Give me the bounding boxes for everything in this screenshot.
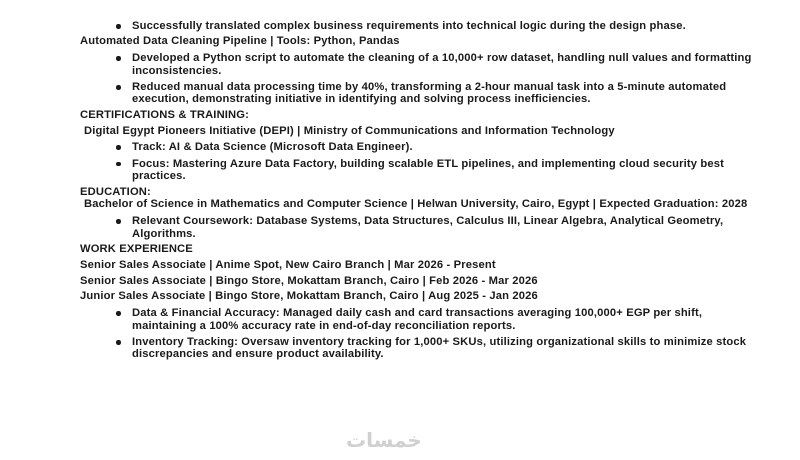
bullet-item [80,307,752,332]
education-degree: Bachelor of Science in Mathematics and Computer Science | Helwan University, Cairo, Egypt | Expected Graduation: 2028 [84,198,748,211]
bullet-icon [116,85,121,90]
project-title: Automated Data Cleaning Pipeline | Tools: Python, Pandas [80,35,400,48]
bullet-icon [116,145,121,150]
certification-program: Digital Egypt Pioneers Initiative (DEPI) | Ministry of Communications and Information Technology [84,124,615,137]
bullet-icon [116,162,121,167]
bullet-text: Inventory Tracking: Oversaw inventory tracking for 1,000+ SKUs, utilizing organizational skills to minimize stock discrepancies and ensure product availability. [132,336,747,361]
job-title: Senior Sales Associate | Anime Spot, New Cairo Branch | Mar 2026 - Present [80,258,496,271]
certifications-heading: CERTIFICATIONS & TRAINING: [80,108,250,121]
bullet-item [80,141,752,153]
bullet-icon [116,219,121,224]
job-title: Senior Sales Associate | Bingo Store, Mokattam Branch, Cairo | Feb 2026 - Mar 2026 [80,274,538,287]
bullet-text: Track: AI & Data Science (Microsoft Data Engineer). [132,141,413,154]
bullet-icon [116,340,121,345]
resume-page [80,20,752,361]
bullet-text: Data & Financial Accuracy: Managed daily cash and card transactions averaging 100,000+ EGP per shift, maintaining a 100% accuracy rate in end-of-day reconciliation reports. [132,307,703,332]
bullet-item [80,215,752,240]
job-title: Junior Sales Associate | Bingo Store, Mokattam Branch, Cairo | Aug 2025 - Jan 2026 [80,290,538,303]
bullet-item [80,158,752,183]
bullet-item [80,336,752,361]
bullet-text: Relevant Coursework: Database Systems, Data Structures, Calculus III, Linear Algebra, Analytical Geometry, Algorithms. [132,215,724,240]
bullet-text: Developed a Python script to automate the cleaning of a 10,000+ row dataset, handling null values and formatting inconsistencies. [132,52,752,77]
bullet-text: Successfully translated complex business requirements into technical logic during the design phase. [132,20,686,32]
work-heading: WORK EXPERIENCE [80,243,193,256]
bullet-item [80,20,752,32]
bullet-item [80,81,752,106]
bullet-icon [116,56,121,61]
bullet-text: Focus: Mastering Azure Data Factory, building scalable ETL pipelines, and implementing cloud security best practices. [132,157,724,183]
bullet-text: Reduced manual data processing time by 40%, transforming a 2-hour manual task into a 5-minute automated execution, demonstrating initiative in identifying and solving process inefficiencies. [132,81,727,106]
bullet-icon [116,24,121,29]
bullet-icon [116,311,121,316]
watermark-logo: خمسات [346,430,422,452]
education-heading: EDUCATION: [80,185,151,198]
bullet-item [80,52,752,77]
